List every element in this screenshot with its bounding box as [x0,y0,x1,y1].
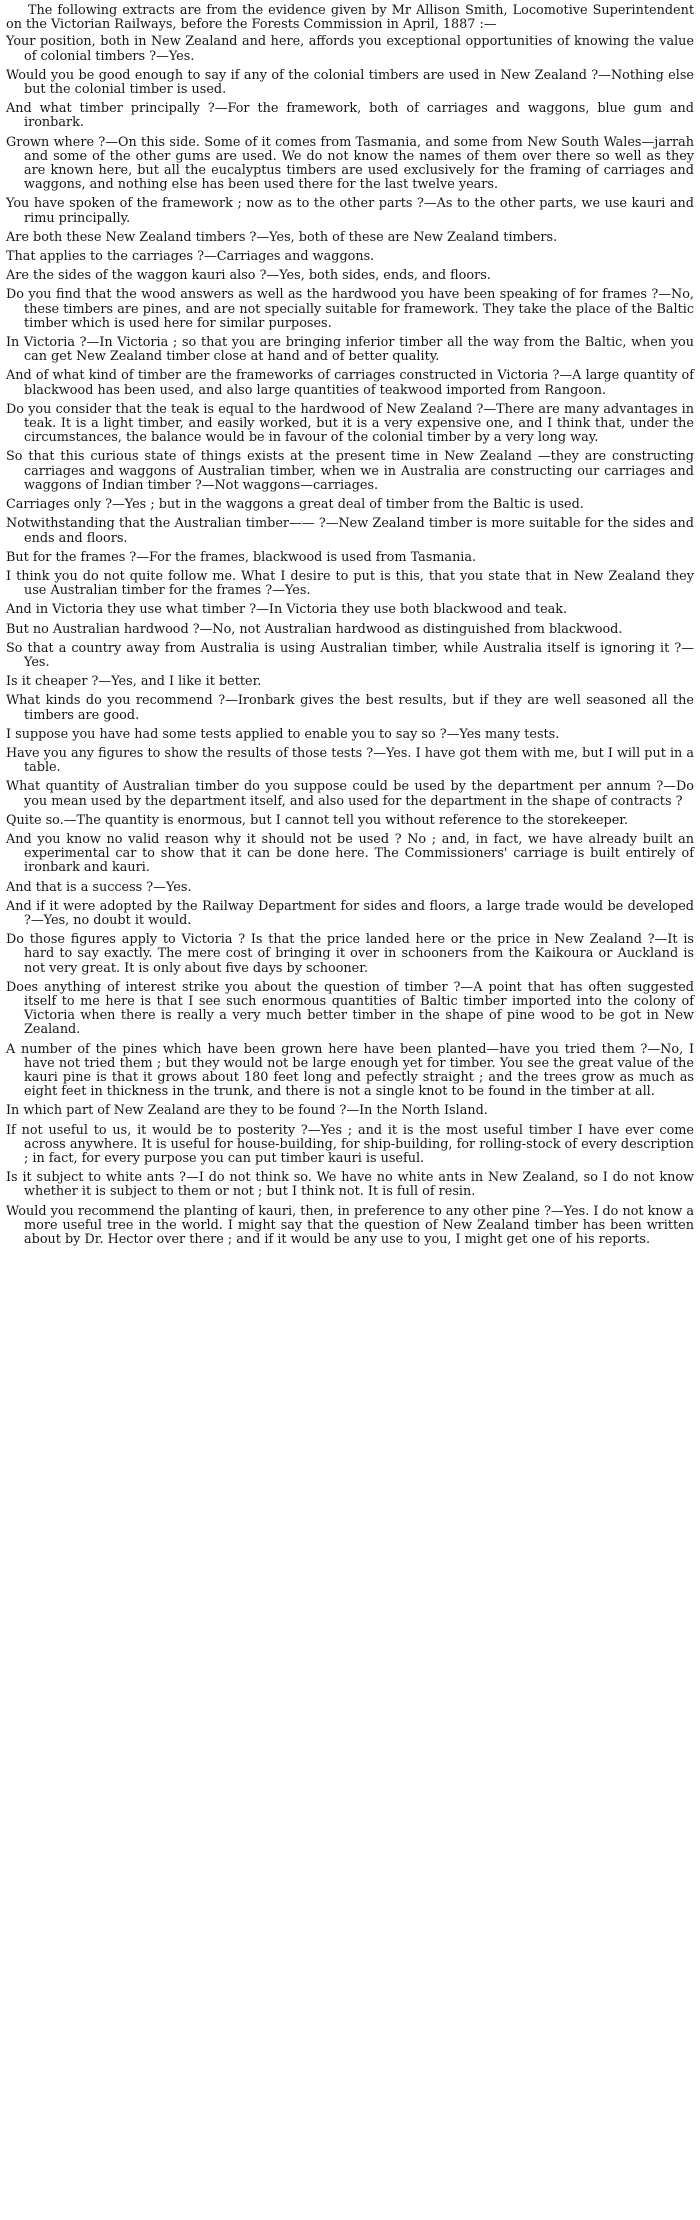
evidence-paragraph: But for the frames ?—For the frames, blackwood is used from Tasmania. [6,549,477,565]
evidence-paragraph: Are the sides of the waggon kauri also ?—Yes, both sides, ends, and floors. [6,268,491,284]
evidence-paragraph: What quantity of Australian timber do you suppose could be used by the department per annum ?—Do you mean used by the department itself, and also used for the department in the shape of contracts ? [6,779,694,809]
evidence-paragraph: Quite so.—The quantity is enormous, but I cannot tell you without reference to the storekeeper. [6,812,629,828]
evidence-paragraph: And of what kind of timber are the frameworks of carriages constructed in Victoria ?—A large quantity of blackwood has been used, and also large quantities of teakwood imported from Rangoon. [6,368,694,398]
evidence-paragraph: Would you be good enough to say if any of the colonial timbers are used in New Zealand ?—Nothing else but the colonial timber is used. [6,67,694,98]
evidence-paragraph: And that is a success ?—Yes. [6,879,192,895]
evidence-paragraph: You have spoken of the framework ; now as to the other parts ?—As to the other parts, we use kauri and rimu principally. [6,196,694,226]
evidence-paragraph: Are both these New Zealand timbers ?—Yes, both of these are New Zealand timbers. [6,229,558,245]
evidence-paragraph: Grown where ?—On this side. Some of it comes from Tasmania, and some from New South Wales—jarrah and some of the other gums are used. We do not know the names of them over there so well as they are known here, but all the eucalyptus timbers are used exclusively for the framing of carriages and waggons, and nothing else has been used there for the last twelve years. [6,134,694,193]
intro-paragraph: The following extracts are from the evidence given by Mr Allison Smith, Locomotive Superintendent on the Victorian Railways, before the Forests Commission in April, 1887 :— [6,3,694,33]
evidence-paragraph: And what timber principally ?—For the framework, both of carriages and waggons, blue gum and ironbark. [6,101,694,131]
evidence-paragraph: Do you consider that the teak is equal to the hardwood of New Zealand ?—There are many advantages in teak. It is a light timber, and easily worked, but it is a very expensive one, and I think that, under the circumstances, the balance would be in favour of the colonial timber by a very long way. [6,401,694,446]
evidence-paragraph: Have you any figures to show the results of those tests ?—Yes. I have got them with me, but I will put in a table. [6,745,694,776]
evidence-paragraph: A number of the pines which have been grown here have been planted—have you tried them ?—No, I have not tried them ; but they would not be large enough yet for timber. You see the great value of the kauri pine is that it grows about 180 feet long and pefectly straight ; and the trees grow as much as eight feet in thickness in the trunk, and there is not a single knot to be found in the timber at all. [6,1041,694,1100]
evidence-paragraph: And if it were adopted by the Railway Department for sides and floors, a large trade would be developed ?—Yes, no doubt it would. [6,898,694,928]
evidence-paragraph: But no Australian hardwood ?—No, not Australian hardwood as distinguished from blackwood. [6,621,623,637]
evidence-paragraph: Is it subject to white ants ?—I do not think so. We have no white ants in New Zealand, so I do not know whether it is subject to them or not ; but I think not. It is full of resin. [6,1170,694,1200]
evidence-paragraph: Is it cheaper ?—Yes, and I like it better. [6,674,262,690]
evidence-paragraph: I think you do not quite follow me. What I desire to put is this, that you state that in New Zealand they use Australian timber for the frames ?—Yes. [6,568,694,599]
evidence-paragraph: Your position, both in New Zealand and here, affords you exceptional opportunities of knowing the value of colonial timbers ?—Yes. [6,34,694,64]
evidence-paragraph: I suppose you have had some tests applied to enable you to say so ?—Yes many tests. [6,726,560,742]
evidence-paragraph: That applies to the carriages ?—Carriages and waggons. [6,249,375,265]
evidence-list [6,35,694,1247]
evidence-paragraph: So that this curious state of things exists at the present time in New Zealand —they are constructing carriages and waggons of Australian timber, when we in Australia are constructing our carriages and waggons of Indian timber ?—Not waggons—carriages. [6,449,694,493]
evidence-paragraph: And in Victoria they use what timber ?—In Victoria they use both blackwood and teak. [6,602,568,618]
evidence-paragraph: Carriages only ?—Yes ; but in the waggons a great deal of timber from the Baltic is used. [6,497,584,513]
evidence-paragraph: Does anything of interest strike you about the question of timber ?—A point that has often suggested itself to me here is that I see such enormous quantities of Baltic timber imported into the colony of Victoria when there is really a very much better timber in the shape of pine wood to be got in New Zealand. [6,979,694,1038]
evidence-paragraph: In which part of New Zealand are they to be found ?—In the North Island. [6,1103,488,1119]
evidence-paragraph: So that a country away from Australia is using Australian timber, while Australia itself is ignoring it ?—Yes. [6,640,694,670]
evidence-paragraph: And you know no valid reason why it should not be used ? No ; and, in fact, we have already built an experimental car to show that it can be done here. The Commissioners' carriage is built entirely of ironbark and kauri. [6,831,694,876]
evidence-paragraph: Would you recommend the planting of kauri, then, in preference to any other pine ?—Yes. I do not know a more useful tree in the world. I might say that the question of New Zealand timber has been written about by Dr. Hector over there ; and if it would be any use to you, I might get one of his reports. [6,1203,694,1248]
evidence-paragraph: Do you find that the wood answers as well as the hardwood you have been speaking of for frames ?—No, these timbers are pines, and are not specially suitable for framework. They take the place of the Baltic timber which is used here for similar purposes. [6,287,694,331]
evidence-paragraph: Do those figures apply to Victoria ? Is that the price landed here or the price in New Zealand ?—It is hard to say exactly. The mere cost of bringing it over in schooners from the Kaikoura or Auckland is not very great. It is only about five days by schooner. [6,932,694,976]
evidence-paragraph: If not useful to us, it would be to posterity ?—Yes ; and it is the most useful timber I have ever come across anywhere. It is useful for house-building, for ship-building, for rolling-stock of every description ; in fact, for every purpose you can put timber kauri is useful. [6,1122,694,1167]
evidence-paragraph: Notwithstanding that the Australian timber—— ?—New Zealand timber is more suitable for the sides and ends and floors. [6,516,694,546]
evidence-paragraph: What kinds do you recommend ?—Ironbark gives the best results, but if they are well seasoned all the timbers are good. [6,693,694,723]
evidence-paragraph: In Victoria ?—In Victoria ; so that you are bringing inferior timber all the way from the Baltic, when you can get New Zealand timber close at hand and of better quality. [6,335,694,365]
